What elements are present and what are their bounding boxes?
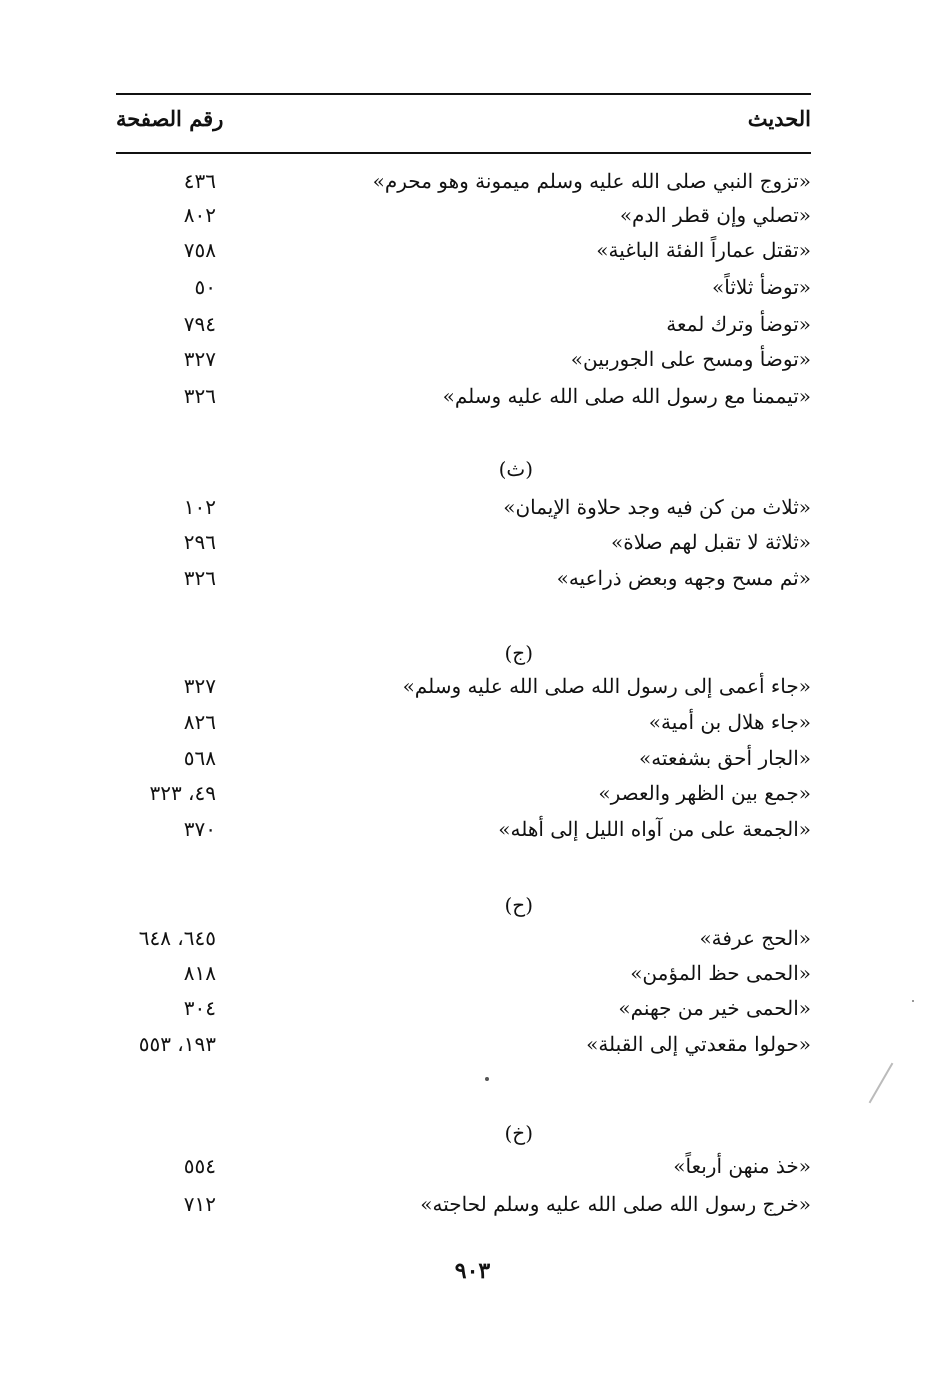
index-row	[116, 669, 811, 703]
section-letter: (ح)	[504, 893, 533, 917]
page-ref: ٥٦٨	[183, 746, 216, 770]
index-row	[116, 490, 811, 524]
page-ref: ٣٢٦	[183, 384, 216, 408]
ink-speck	[485, 1077, 489, 1081]
hadith-text: «الجار أحق بشفعته»	[638, 746, 811, 770]
page-ref: ٨١٨	[183, 961, 216, 985]
index-row	[116, 991, 811, 1025]
section-heading	[116, 452, 811, 486]
hadith-text: «الحج عرفة»	[699, 926, 811, 950]
section-letter: (ج)	[504, 641, 533, 665]
index-row	[116, 342, 811, 376]
page-ref: ٣٢٧	[183, 674, 216, 698]
section-heading	[116, 636, 811, 670]
section-letter: (خ)	[504, 1121, 533, 1145]
hadith-text: «تصلي وإن قطر الدم»	[619, 203, 811, 227]
section-heading	[116, 888, 811, 922]
index-row	[116, 741, 811, 775]
hadith-text: «ثلاثة لا تقبل لهم صلاة»	[611, 530, 811, 554]
page-ref: ٦٤٥، ٦٤٨	[138, 926, 216, 950]
index-row	[116, 307, 811, 341]
hadith-text: «توضأ ثلاثاً»	[712, 275, 811, 299]
page-ref: ٧٩٤	[183, 312, 216, 336]
page-ref: ٣٧٠	[183, 817, 216, 841]
page-ref: ٧١٢	[183, 1192, 216, 1216]
page-ref: ٥٠	[194, 275, 216, 299]
page-ref: ٨٢٦	[183, 710, 216, 734]
header-rule	[116, 152, 811, 154]
index-row	[116, 164, 811, 198]
hadith-text: «ثلاث من كن فيه وجد حلاوة الإيمان»	[503, 495, 811, 519]
page-ref: ٣٢٦	[183, 566, 216, 590]
scan-scratch	[869, 1063, 894, 1104]
page-ref: ٤٣٦	[183, 169, 216, 193]
page-ref: ١٠٢	[183, 495, 216, 519]
page-ref: ٤٩، ٣٢٣	[149, 781, 216, 805]
index-row	[116, 812, 811, 846]
index-row	[116, 776, 811, 810]
section-letter: (ث)	[498, 457, 533, 481]
hadith-text: «توضأ وترك لمعة	[666, 312, 811, 336]
hadith-text: «الجمعة على من آواه الليل إلى أهله»	[498, 817, 811, 841]
scan-dot	[912, 1000, 914, 1002]
hadith-text: «تزوج النبي صلى الله عليه وسلم ميمونة وهو محرم»	[372, 169, 811, 193]
page-ref: ٥٥٤	[183, 1154, 216, 1178]
page-ref: ٨٠٢	[183, 203, 216, 227]
index-row	[116, 1027, 811, 1061]
hadith-text: «جمع بين الظهر والعصر»	[598, 781, 811, 805]
index-row	[116, 1187, 811, 1221]
index-row	[116, 233, 811, 267]
section-heading	[116, 1116, 811, 1150]
page-number: ٩٠٣	[454, 1258, 491, 1284]
index-row	[116, 705, 811, 739]
hadith-text: «توضأ ومسح على الجوربين»	[570, 347, 811, 371]
hadith-text: «جاء هلال بن أمية»	[648, 710, 811, 734]
page-number-column-header: رقم الصفحة	[116, 106, 224, 131]
hadith-text: «خذ منهن أربعاً»	[673, 1154, 811, 1178]
index-row	[116, 921, 811, 955]
page-ref: ١٩٣، ٥٥٣	[138, 1032, 216, 1056]
hadith-text: «حولوا مقعدتي إلى القبلة»	[586, 1032, 811, 1056]
index-row	[116, 379, 811, 413]
page-ref: ٣٢٧	[183, 347, 216, 371]
index-row	[116, 956, 811, 990]
index-row	[116, 270, 811, 304]
index-row	[116, 1149, 811, 1183]
hadith-text: «الحمى خير من جهنم»	[618, 996, 811, 1020]
index-row	[116, 198, 811, 232]
page-ref: ٣٠٤	[183, 996, 216, 1020]
table-header	[116, 106, 811, 140]
index-row	[116, 561, 811, 595]
hadith-text: «جاء أعمى إلى رسول الله صلى الله عليه وسلم»	[402, 674, 811, 698]
page-ref: ٢٩٦	[183, 530, 216, 554]
hadith-text: «خرج رسول الله صلى الله عليه وسلم لحاجته»	[420, 1192, 811, 1216]
index-row	[116, 525, 811, 559]
top-rule	[116, 93, 811, 95]
hadith-text: «تيممنا مع رسول الله صلى الله عليه وسلم»	[442, 384, 811, 408]
hadith-column-header: الحديث	[747, 106, 811, 131]
hadith-text: «الحمى حظ المؤمن»	[630, 961, 811, 985]
hadith-text: «تقتل عماراً الفئة الباغية»	[596, 238, 811, 262]
page-ref: ٧٥٨	[183, 238, 216, 262]
hadith-text: «ثم مسح وجهه وبعض ذراعيه»	[556, 566, 811, 590]
